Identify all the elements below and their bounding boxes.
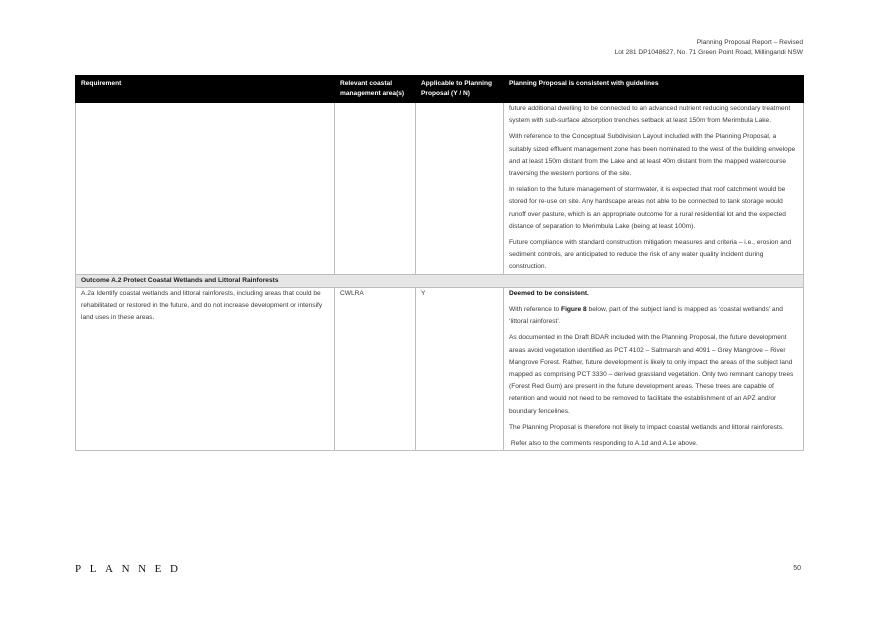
paragraph: future additional dwelling to be connected to an advanced nutrient reducing secondary treatment system with sub-surface absorption trenches setback at least 150m from Merimbula Lake. [509, 105, 791, 125]
empty-cell [335, 103, 416, 275]
text-span: With reference to [509, 306, 562, 314]
table-header-row [76, 76, 804, 103]
paragraph: The Planning Proposal is therefore not likely to impact coastal wetlands and littoral rainforests. [509, 423, 784, 431]
paragraph: With reference to the Conceptual Subdivision Layout included with the Planning Proposal, a suitably sized effluent management zone has been nominated to the west of the building envelope and at least 150m distant from the Lake and at least 40m distant from the mapped watercourse traversing the western portions of the site. [509, 133, 796, 178]
paragraph: As documented in the Draft BDAR included with the Planning Proposal, the future development areas avoid vegetation identified as PCT 4102 – Saltmarsh and 4091 – Grey Mangrove – River Mangrove Forest. Rather, future development is likely to only impact the areas of the subject land mapped as comprising PCT 3330 – derived grassland vegetation. Only two remnant canopy trees (Forest Red Gum) are present in the future development areas. These trees are capable of retention and would not need to be removed to facilitate the establishment of an APZ and/or boundary fencelines. [509, 334, 794, 415]
verdict: Deemed to be consistent. [509, 289, 589, 297]
figure-reference: Figure 8 [561, 306, 587, 314]
col-header-area: Relevant coastal management area(s) [335, 76, 416, 103]
col-header-applicable: Applicable to Planning Proposal (Y / N) [416, 76, 504, 103]
page-number: 50 [793, 565, 801, 572]
empty-cell [416, 103, 504, 275]
table-row [76, 103, 804, 275]
area-cell: CWLRA [335, 287, 416, 450]
empty-cell [76, 103, 335, 275]
consistency-cell [504, 287, 804, 450]
paragraph: In relation to the future management of stormwater, it is expected that roof catchment would be stored for re-use on site. Any hardscape areas not able to be connected to tank storage would runoff over pasture, which is an appropriate outcome for a rural residential lot and the expected distance of separation to Merimbula Lake (being at least 100m). [509, 186, 786, 230]
text-span: below, part of the subject land is mapped as ‘coastal wetlands’ and ‘littoral rainforest’. [509, 306, 783, 326]
page-header [615, 38, 803, 58]
paragraph: Future compliance with standard construction mitigation measures and criteria – i.e., erosion and sediment controls, are anticipated to reduce the risk of any water quality incident during construction. [509, 239, 792, 271]
col-header-requirement: Requirement [76, 76, 335, 103]
planned-logo: PLANNED [75, 563, 187, 575]
requirements-table [75, 75, 804, 451]
property-address: Lot 281 DP1048627, No. 71 Green Point Road, Millingandi NSW [614, 49, 803, 56]
report-title: Planning Proposal Report – Revised [696, 39, 803, 46]
col-header-consistency: Planning Proposal is consistent with guidelines [504, 76, 804, 103]
applicable-cell: Y [416, 287, 504, 450]
section-row [76, 274, 804, 287]
table-row [76, 287, 804, 450]
section-title: Outcome A.2 Protect Coastal Wetlands and Littoral Rainforests [76, 274, 804, 287]
requirement-cell: A.2a Identify coastal wetlands and littoral rainforests, including areas that could be rehabilitated or restored in the future, and do not increase development or intensify land uses in these areas. [76, 287, 335, 450]
paragraph: Refer also to the comments responding to A.1d and A.1e above. [509, 440, 698, 448]
paragraph [509, 304, 798, 328]
consistency-cell [504, 103, 804, 275]
